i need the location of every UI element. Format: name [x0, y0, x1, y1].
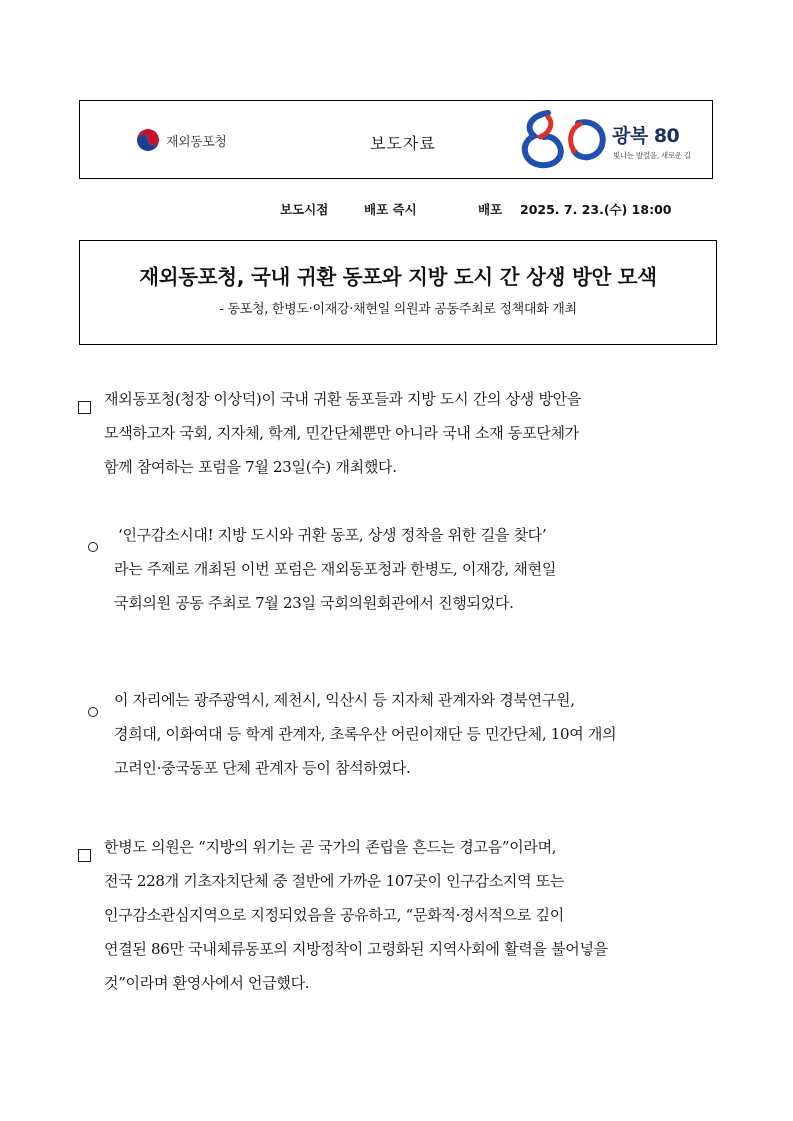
paragraph-line: 인구감소관심지역으로 지정되었음을 공유하고, “문화적·정서적으로 깊이 [104, 906, 564, 924]
paragraph-line: 국회의원 공동 주최로 7월 23일 국회의원회관에서 진행되었다. [114, 594, 514, 612]
paragraph-line: 고려인·중국동포 단체 관계자 등이 참석하였다. [114, 759, 411, 777]
circle-bullet-icon [88, 542, 98, 552]
paragraph-1a [88, 518, 556, 620]
paragraph-line: 연결된 86만 국내체류동포의 지방정착이 고령화된 지역사회에 활력을 불어넣을 [104, 940, 608, 958]
paragraph-2 [78, 830, 608, 1000]
liberation-80-logo [518, 107, 708, 173]
doc-type-label: 보도자료 [370, 134, 436, 153]
paragraph-1b [88, 683, 616, 785]
paragraph-line: 것”이라며 환영사에서 언급했다. [104, 974, 310, 992]
agency-name: 재외동포청 [166, 134, 227, 150]
release-time-label: 보도시점 [280, 202, 329, 217]
title-box [79, 240, 717, 345]
paragraph-line: 이 자리에는 광주광역시, 제천시, 익산시 등 지자체 관계자와 경북연구원, [114, 691, 575, 709]
paragraph-line: 전국 228개 기초자치단체 중 절반에 가까운 107곳이 인구감소지역 또는 [104, 872, 565, 890]
taegeuk-emblem-icon [136, 128, 160, 152]
paragraph-line: 한병도 의원은 “지방의 위기는 곧 국가의 존립을 흔드는 경고음”이라며, [104, 838, 557, 856]
release-time-value: 배포 즉시 [364, 202, 417, 217]
distribution-label: 배포 [478, 202, 503, 217]
paragraph-line: 모색하고자 국회, 지자체, 학계, 민간단체뿐만 아니라 국내 소재 동포단체가 [104, 424, 579, 442]
main-title: 재외동포청, 국내 귀환 동포와 지방 도시 간 상생 방안 모색 [139, 265, 657, 289]
header-box [79, 100, 713, 179]
circle-bullet-icon [88, 707, 98, 717]
agency-logo [136, 128, 226, 152]
square-bullet-icon [78, 849, 91, 862]
paragraph-line: 라는 주제로 개최된 이번 포럼은 재외동포청과 한병도, 이재강, 채현일 [114, 560, 557, 578]
release-info [280, 200, 710, 218]
paragraph-line: 재외동포청(청장 이상덕)이 국내 귀환 동포들과 지방 도시 간의 상생 방안을 [104, 390, 582, 408]
distribution-date: 2025. 7. 23.(수) 18:00 [520, 202, 672, 217]
paragraph-line: 함께 참여하는 포럼을 7월 23일(수) 개최했다. [104, 458, 397, 476]
paragraph-line: 경희대, 이화여대 등 학계 관계자, 초록우산 어린이재단 등 민간단체, 10여 개의 [114, 725, 617, 743]
sub-title: - 동포청, 한병도·이재강·채현일 의원과 공동주최로 정책대화 개최 [219, 302, 577, 317]
anniversary-title: 광복 80 [612, 125, 680, 147]
anniversary-subtitle: 빛나는 발걸음, 새로운 길 [613, 151, 691, 160]
square-bullet-icon [78, 401, 91, 414]
paragraph-1 [78, 382, 581, 484]
paragraph-line: ‘인구감소시대! 지방 도시와 귀환 동포, 상생 정착을 위한 길을 찾다’ [118, 526, 547, 544]
eighty-emblem-icon [518, 107, 610, 173]
